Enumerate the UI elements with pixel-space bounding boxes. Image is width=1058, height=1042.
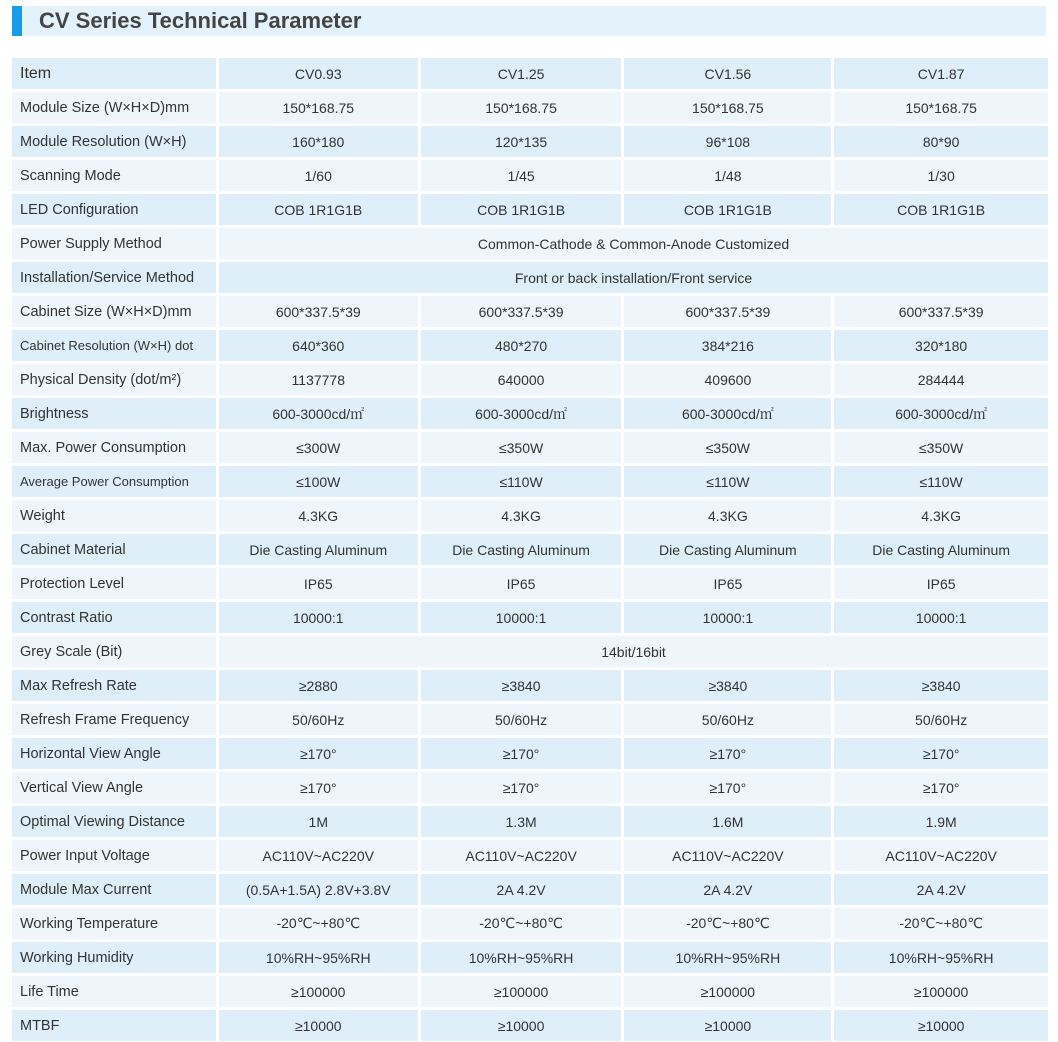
row-value-cell: 600*337.5*39 xyxy=(219,296,418,327)
row-value-cell: ≥100000 xyxy=(834,976,1048,1007)
table-row xyxy=(12,738,1048,769)
row-value-cell: 10%RH~95%RH xyxy=(834,942,1048,973)
row-value-cell: 640000 xyxy=(421,364,622,395)
row-value-cell: 600-3000cd/㎡ xyxy=(219,398,418,429)
row-value-cell: 1.9M xyxy=(834,806,1048,837)
row-label: Physical Density (dot/m²) xyxy=(12,364,216,395)
row-value-cell: 409600 xyxy=(624,364,831,395)
row-value-cell: 4.3KG xyxy=(624,500,831,531)
row-value-cell: 600-3000cd/㎡ xyxy=(834,398,1048,429)
row-label: Weight xyxy=(12,500,216,531)
row-span-value: Common-Cathode & Common-Anode Customized xyxy=(219,228,1048,259)
table-row xyxy=(12,772,1048,803)
row-value-cell: Die Casting Aluminum xyxy=(834,534,1048,565)
row-value-cell: 600-3000cd/㎡ xyxy=(624,398,831,429)
row-value-cell: 1M xyxy=(219,806,418,837)
row-value-cell: ≥2880 xyxy=(219,670,418,701)
row-value-cell: 1137778 xyxy=(219,364,418,395)
page-title: CV Series Technical Parameter xyxy=(39,8,362,33)
table-row xyxy=(12,126,1048,157)
title-bar xyxy=(12,6,1046,36)
spec-table xyxy=(12,58,1048,1042)
row-label: Max. Power Consumption xyxy=(12,432,216,463)
row-value-cell: 600*337.5*39 xyxy=(624,296,831,327)
row-label: Cabinet Resolution (W×H) dot xyxy=(12,330,216,361)
row-label: Cabinet Size (W×H×D)mm xyxy=(12,296,216,327)
row-value-cell: 1/60 xyxy=(219,160,418,191)
row-value-cell: ≤300W xyxy=(219,432,418,463)
row-value-cell: Die Casting Aluminum xyxy=(624,534,831,565)
row-value-cell: 284444 xyxy=(834,364,1048,395)
row-value-cell: 2A 4.2V xyxy=(421,874,622,905)
row-value-cell: IP65 xyxy=(624,568,831,599)
table-row xyxy=(12,262,1048,293)
row-value-cell: ≥10000 xyxy=(624,1010,831,1041)
row-label: Power Input Voltage xyxy=(12,840,216,871)
table-row xyxy=(12,840,1048,871)
row-value-cell: -20℃~+80℃ xyxy=(421,908,622,939)
row-value-cell: 1.6M xyxy=(624,806,831,837)
row-label: Cabinet Material xyxy=(12,534,216,565)
header-model-cell: CV1.25 xyxy=(421,58,622,89)
row-value-cell: AC110V~AC220V xyxy=(834,840,1048,871)
row-value-cell: 10000:1 xyxy=(219,602,418,633)
row-label: LED Configuration xyxy=(12,194,216,225)
row-label: Optimal Viewing Distance xyxy=(12,806,216,837)
row-value-cell: 1/30 xyxy=(834,160,1048,191)
table-row xyxy=(12,466,1048,497)
row-value-cell: ≥170° xyxy=(624,772,831,803)
row-value-cell: COB 1R1G1B xyxy=(421,194,622,225)
row-label: Refresh Frame Frequency xyxy=(12,704,216,735)
row-value-cell: 4.3KG xyxy=(421,500,622,531)
row-value-cell: 50/60Hz xyxy=(421,704,622,735)
row-label: Scanning Mode xyxy=(12,160,216,191)
row-value-cell: ≤350W xyxy=(834,432,1048,463)
row-label: Installation/Service Method xyxy=(12,262,216,293)
row-value-cell: -20℃~+80℃ xyxy=(834,908,1048,939)
row-value-cell: 50/60Hz xyxy=(219,704,418,735)
row-value-cell: 640*360 xyxy=(219,330,418,361)
row-span-value: 14bit/16bit xyxy=(219,636,1048,667)
row-value-cell: 10%RH~95%RH xyxy=(421,942,622,973)
row-label: Module Resolution (W×H) xyxy=(12,126,216,157)
row-value-cell: ≥100000 xyxy=(421,976,622,1007)
table-row xyxy=(12,330,1048,361)
row-value-cell: 4.3KG xyxy=(219,500,418,531)
table-row xyxy=(12,568,1048,599)
row-label: Life Time xyxy=(12,976,216,1007)
row-value-cell: ≥10000 xyxy=(219,1010,418,1041)
row-value-cell: 320*180 xyxy=(834,330,1048,361)
row-value-cell: 2A 4.2V xyxy=(834,874,1048,905)
row-value-cell: 1/48 xyxy=(624,160,831,191)
row-value-cell: ≥170° xyxy=(624,738,831,769)
row-value-cell: ≥170° xyxy=(219,738,418,769)
row-label: Protection Level xyxy=(12,568,216,599)
table-row xyxy=(12,296,1048,327)
table-row xyxy=(12,160,1048,191)
row-label: MTBF xyxy=(12,1010,216,1041)
row-value-cell: AC110V~AC220V xyxy=(219,840,418,871)
row-value-cell: ≤350W xyxy=(421,432,622,463)
row-value-cell: ≥3840 xyxy=(834,670,1048,701)
table-row xyxy=(12,534,1048,565)
row-value-cell: 160*180 xyxy=(219,126,418,157)
row-label: Grey Scale (Bit) xyxy=(12,636,216,667)
row-value-cell: -20℃~+80℃ xyxy=(219,908,418,939)
table-row xyxy=(12,500,1048,531)
table-row xyxy=(12,806,1048,837)
row-value-cell: 384*216 xyxy=(624,330,831,361)
row-value-cell: 600-3000cd/㎡ xyxy=(421,398,622,429)
row-value-cell: ≤100W xyxy=(219,466,418,497)
header-item-cell: Item xyxy=(12,58,216,89)
row-label: Working Humidity xyxy=(12,942,216,973)
row-span-value: Front or back installation/Front service xyxy=(219,262,1048,293)
header-model-cell: CV0.93 xyxy=(219,58,418,89)
row-value-cell: ≤110W xyxy=(421,466,622,497)
row-value-cell: 10000:1 xyxy=(834,602,1048,633)
row-value-cell: ≥100000 xyxy=(624,976,831,1007)
row-value-cell: 1.3M xyxy=(421,806,622,837)
row-value-cell: 150*168.75 xyxy=(834,92,1048,123)
table-row xyxy=(12,432,1048,463)
title-accent-bar xyxy=(12,6,22,36)
row-label: Average Power Consumption xyxy=(12,466,216,497)
row-value-cell: 600*337.5*39 xyxy=(834,296,1048,327)
row-value-cell: ≥170° xyxy=(834,772,1048,803)
table-row xyxy=(12,670,1048,701)
row-value-cell: ≥10000 xyxy=(421,1010,622,1041)
header-model-cell: CV1.56 xyxy=(624,58,831,89)
row-value-cell: 10000:1 xyxy=(624,602,831,633)
row-value-cell: 10%RH~95%RH xyxy=(624,942,831,973)
row-label: Power Supply Method xyxy=(12,228,216,259)
table-row xyxy=(12,364,1048,395)
table-row xyxy=(12,194,1048,225)
row-value-cell: 50/60Hz xyxy=(624,704,831,735)
row-value-cell: ≥170° xyxy=(421,772,622,803)
header-model-cell: CV1.87 xyxy=(834,58,1048,89)
row-value-cell: ≥170° xyxy=(834,738,1048,769)
row-label: Max Refresh Rate xyxy=(12,670,216,701)
row-label: Horizontal View Angle xyxy=(12,738,216,769)
row-label: Vertical View Angle xyxy=(12,772,216,803)
row-value-cell: 50/60Hz xyxy=(834,704,1048,735)
row-value-cell: 120*135 xyxy=(421,126,622,157)
row-value-cell: -20℃~+80℃ xyxy=(624,908,831,939)
row-value-cell: IP65 xyxy=(834,568,1048,599)
row-value-cell: ≤350W xyxy=(624,432,831,463)
table-row xyxy=(12,942,1048,973)
row-value-cell: IP65 xyxy=(421,568,622,599)
row-value-cell: 600*337.5*39 xyxy=(421,296,622,327)
row-label: Module Max Current xyxy=(12,874,216,905)
row-value-cell: 10000:1 xyxy=(421,602,622,633)
row-value-cell: Die Casting Aluminum xyxy=(219,534,418,565)
row-value-cell: 480*270 xyxy=(421,330,622,361)
table-row xyxy=(12,874,1048,905)
row-label: Module Size (W×H×D)mm xyxy=(12,92,216,123)
row-value-cell: 150*168.75 xyxy=(624,92,831,123)
row-value-cell: COB 1R1G1B xyxy=(624,194,831,225)
table-header-row xyxy=(12,58,1048,89)
row-value-cell: ≥100000 xyxy=(219,976,418,1007)
row-value-cell: ≥170° xyxy=(219,772,418,803)
table-row xyxy=(12,704,1048,735)
table-row xyxy=(12,636,1048,667)
row-value-cell: COB 1R1G1B xyxy=(219,194,418,225)
row-value-cell: 80*90 xyxy=(834,126,1048,157)
row-value-cell: ≥3840 xyxy=(624,670,831,701)
row-value-cell: 4.3KG xyxy=(834,500,1048,531)
table-row xyxy=(12,908,1048,939)
row-value-cell: 96*108 xyxy=(624,126,831,157)
row-value-cell: 150*168.75 xyxy=(219,92,418,123)
table-row xyxy=(12,398,1048,429)
row-value-cell: AC110V~AC220V xyxy=(624,840,831,871)
row-value-cell: COB 1R1G1B xyxy=(834,194,1048,225)
row-label: Contrast Ratio xyxy=(12,602,216,633)
table-row xyxy=(12,92,1048,123)
row-value-cell: IP65 xyxy=(219,568,418,599)
table-row xyxy=(12,976,1048,1007)
row-value-cell: ≤110W xyxy=(624,466,831,497)
table-row xyxy=(12,228,1048,259)
row-value-cell: 150*168.75 xyxy=(421,92,622,123)
row-value-cell: ≥10000 xyxy=(834,1010,1048,1041)
row-value-cell: Die Casting Aluminum xyxy=(421,534,622,565)
row-value-cell: 1/45 xyxy=(421,160,622,191)
row-value-cell: ≥170° xyxy=(421,738,622,769)
row-value-cell: (0.5A+1.5A) 2.8V+3.8V xyxy=(219,874,418,905)
table-row xyxy=(12,602,1048,633)
row-label: Brightness xyxy=(12,398,216,429)
row-value-cell: 2A 4.2V xyxy=(624,874,831,905)
row-value-cell: ≤110W xyxy=(834,466,1048,497)
table-row xyxy=(12,1010,1048,1041)
row-value-cell: ≥3840 xyxy=(421,670,622,701)
row-value-cell: AC110V~AC220V xyxy=(421,840,622,871)
row-label: Working Temperature xyxy=(12,908,216,939)
row-value-cell: 10%RH~95%RH xyxy=(219,942,418,973)
